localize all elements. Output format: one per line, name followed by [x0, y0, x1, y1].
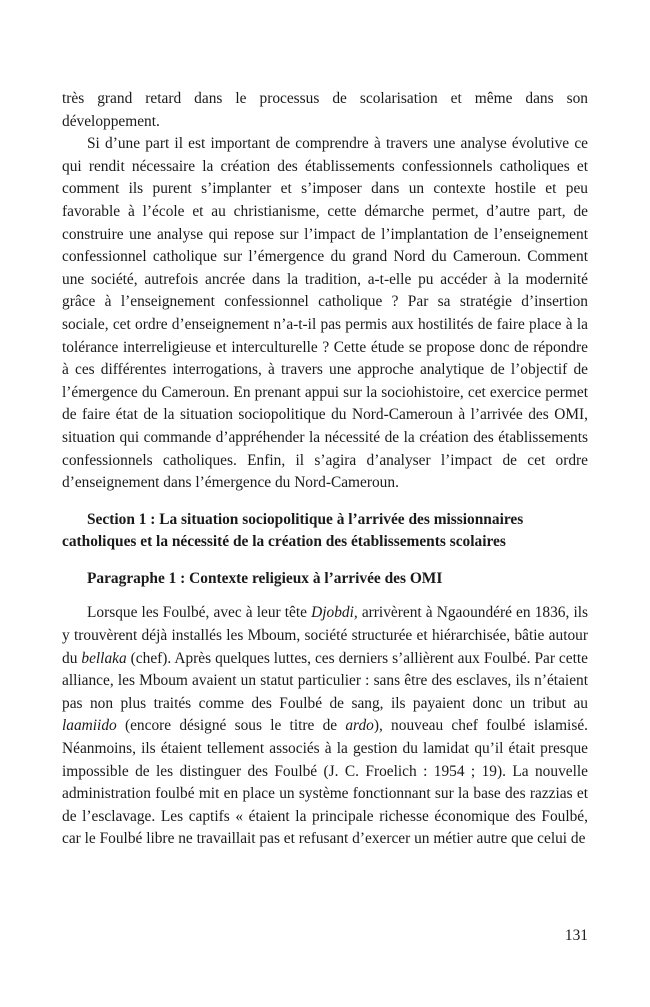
paragraph-foulbe [62, 602, 588, 851]
text-run-2: arrivèrent à Ngaoundéré en 1836, ils y trouvèrent déjà installés les Mboum, société structurée et hiérarchisée, bâtie autour du [62, 604, 588, 667]
text-run-4: (encore désigné sous le titre de [116, 717, 346, 735]
paragraph-continuation: très grand retard dans le processus de scolarisation et même dans son développement. [62, 90, 588, 130]
text-run-3: (chef). Après quelques luttes, ces derniers s’allièrent aux Foulbé. Par cette alliance, les Mboum avaient un statut particulier : sans être des esclaves, ils n’étaient pas non plus traités comme des Foulbé de sang, ils payaient donc un tribut au [62, 649, 588, 712]
page-number: 131 [564, 927, 588, 944]
italic-term-ardo: ardo [345, 717, 374, 735]
italic-term-djobdi: Djobdi, [311, 604, 358, 622]
italic-term-bellaka: bellaka [81, 649, 127, 667]
section-heading: Section 1 : La situation sociopolitique à l’arrivée des missionnaires catholiques et la nécessité de la création des établissements scolaires [62, 510, 524, 551]
italic-term-laamiido: laamiido [62, 717, 117, 735]
text-run-5: ), nouveau chef foulbé islamisé. Néanmoins, ils étaient tellement associés à la gestion du lamidat qu’il était presque impossible de les distinguer des Foulbé (J. C. Froelich : 1954 ; 19). La nouvelle administration foulbé mit en place un système fonctionnant sur la base des razzias et de l’esclavage. Les captifs « étaient la principale richesse économique des Foulbé, car le Foulbé libre ne travaillait pas et refusant d’exercer un métier autre que celui de [62, 717, 588, 848]
paragraph-heading: Paragraphe 1 : Contexte religieux à l’arrivée des OMI [87, 569, 443, 587]
text-run-1: Lorsque les Foulbé, avec à leur tête [87, 604, 312, 622]
paragraph-analysis: Si d’une part il est important de comprendre à travers une analyse évolutive ce qui rendit nécessaire la création des établissements confessionnels catholiques et comment ils purent s’implanter et s’imposer dans un contexte hostile et peu favorable à l’école et au christianisme, cette démarche permet, d’autre part, de construire une analyse qui repose sur l’impact de l’implantation de l’enseignement confessionnel catholique sur l’émergence du grand Nord du Cameroun. Comment une société, autrefois ancrée dans la tradition, a-t-elle pu accéder à la modernité grâce à l’enseignement confessionnel catholique ? Par sa stratégie d’insertion sociale, cet ordre d’enseignement n’a-t-il pas permis aux hostilités de faire place à la tolérance interreligieuse et interculturelle ? Cette étude se propose donc de répondre à ces différentes interrogations, à travers une approche analytique de l’objectif de l’émergence du Cameroun. En prenant appui sur la sociohistoire, cet exercice permet de faire état de la situation sociopolitique du Nord-Cameroun à l’arrivée des OMI, situation qui commande d’appréhender la nécessité de la création des établissements confessionnels catholiques. Enfin, il s’agira d’analyser l’impact de cet ordre d’enseignement dans l’émergence du Nord-Cameroun. [62, 135, 588, 492]
page-text-column [62, 88, 588, 851]
